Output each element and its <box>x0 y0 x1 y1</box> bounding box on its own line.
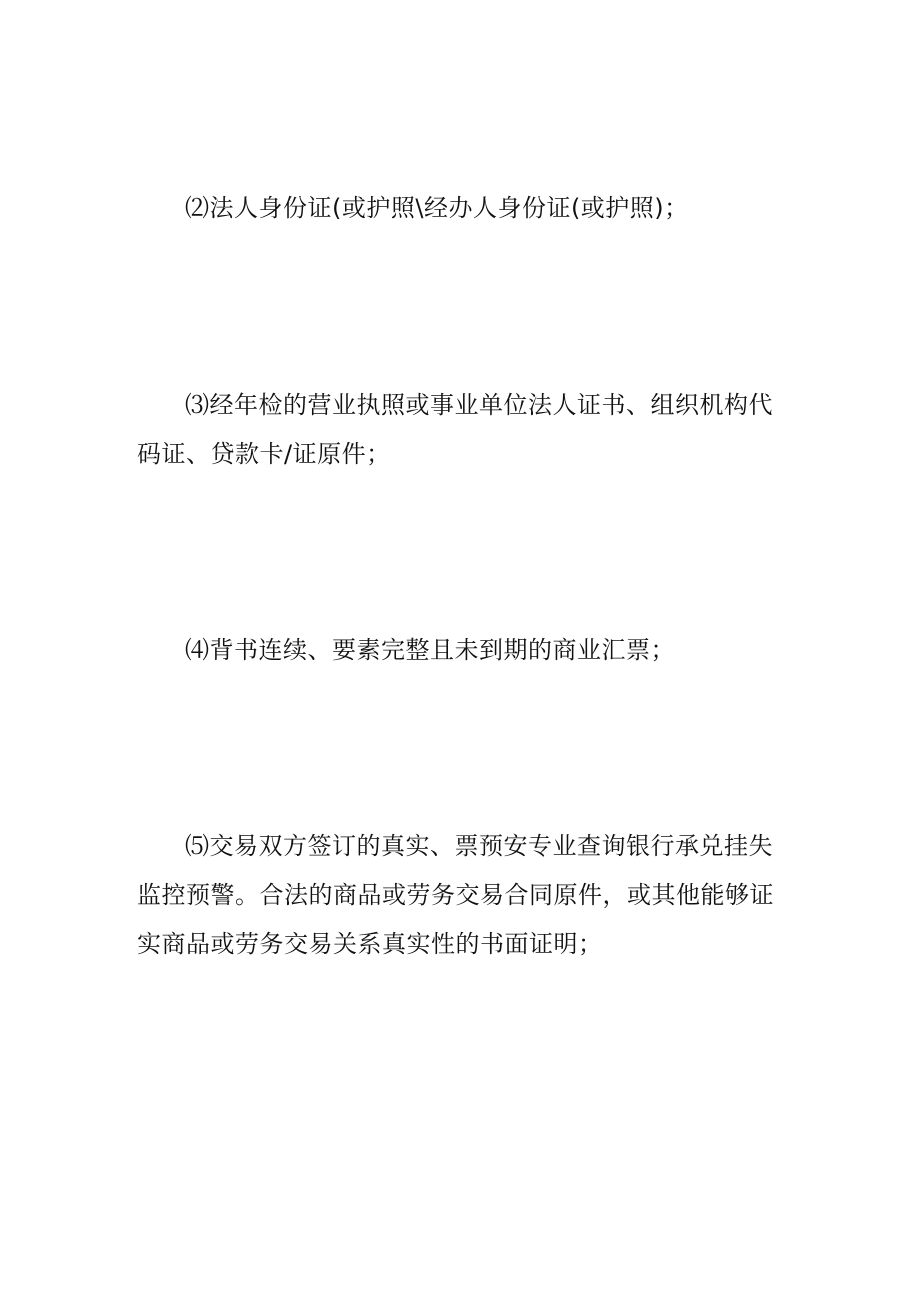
requirement-item-5: ⑸交易双方签订的真实、票预安专业查询银行承兑挂失监控预警。合法的商品或劳务交易合同原件，或其他能够证实商品或劳务交易关系真实性的书面证明； <box>137 832 774 958</box>
requirement-item-3: ⑶经年检的营业执照或事业单位法人证书、组织机构代码证、贷款卡/证原件； <box>137 391 773 468</box>
requirement-item-4: ⑷背书连续、要素完整且未到期的商业汇票； <box>185 636 675 664</box>
requirement-item-2: ⑵法人身份证(或护照\经办人身份证(或护照)； <box>185 194 689 222</box>
